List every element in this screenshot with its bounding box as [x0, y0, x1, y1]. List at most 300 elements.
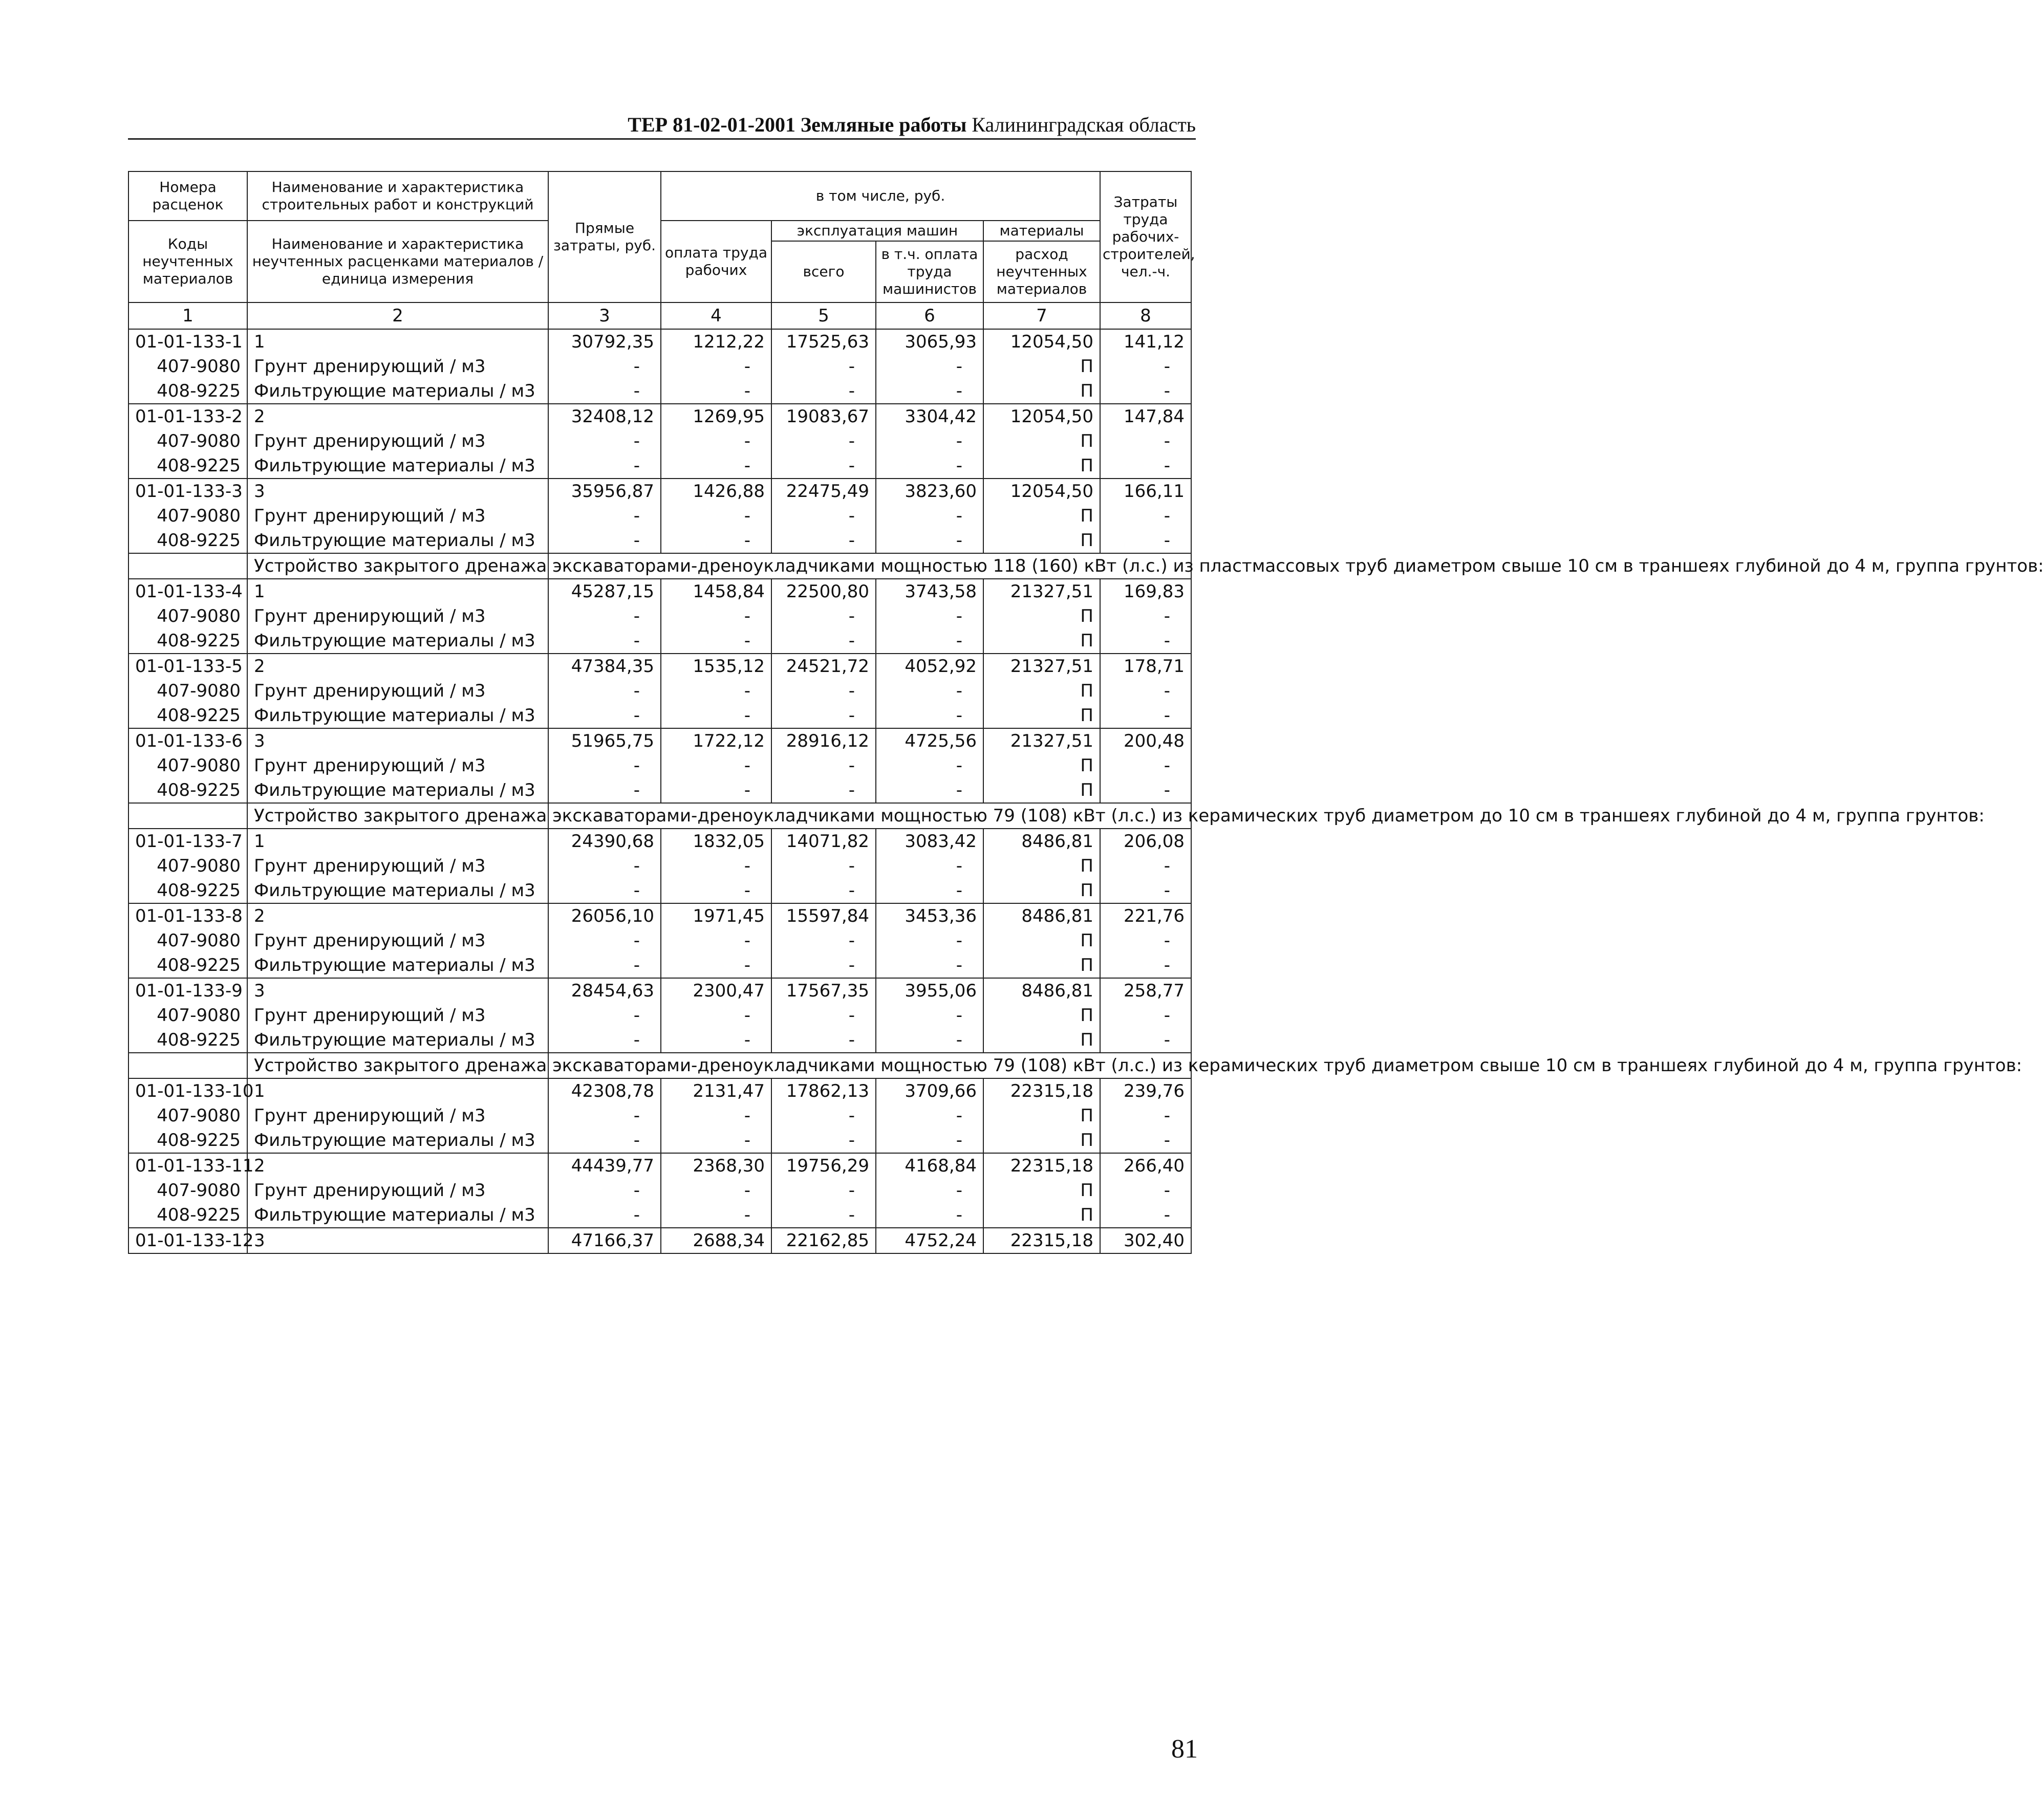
dash-cell: - — [771, 1028, 876, 1053]
labor-hours: 221,76 — [1100, 903, 1191, 928]
work-description: Устройство закрытого дренажа экскаваторами-дреноукладчиками мощностью 79 (108) кВт (л.с.) из керамических труб диаметром до 10 см в траншеях глубиной до 4 м, группа грунтов: — [247, 803, 548, 829]
material-row — [128, 854, 1191, 878]
dash-cell: - — [771, 679, 876, 703]
material-row — [128, 928, 1191, 953]
machinist-pay: 4725,56 — [876, 728, 983, 753]
direct-costs: 47166,37 — [548, 1228, 661, 1253]
material-name: Фильтрующие материалы / м3 — [247, 453, 548, 479]
description-code-cell — [128, 803, 247, 829]
labor-hours: 166,11 — [1100, 479, 1191, 504]
dash-cell: - — [876, 429, 983, 453]
materials-cost: 21327,51 — [983, 654, 1100, 679]
labor-pay: 1458,84 — [661, 579, 771, 604]
material-row — [128, 1028, 1191, 1053]
description-row — [128, 1053, 1191, 1078]
material-consumption: П — [983, 504, 1100, 528]
dash-cell: - — [876, 928, 983, 953]
material-row — [128, 604, 1191, 628]
material-name: Грунт дренирующий / м3 — [247, 1103, 548, 1128]
dash-cell: - — [876, 1103, 983, 1128]
material-name: Грунт дренирующий / м3 — [247, 679, 548, 703]
rate-row — [128, 728, 1191, 753]
dash-cell: - — [661, 1028, 771, 1053]
material-row — [128, 528, 1191, 553]
dash-cell: - — [548, 703, 661, 728]
labor-pay: 1212,22 — [661, 329, 771, 354]
material-row — [128, 1178, 1191, 1203]
header-region: Калининградская область — [972, 113, 1196, 136]
dash-cell: - — [1100, 1203, 1191, 1228]
material-code: 408-9225 — [128, 528, 247, 553]
col-labor-pay: оплата труда рабочих — [661, 221, 771, 302]
materials-cost: 22315,18 — [983, 1228, 1100, 1253]
dash-cell: - — [876, 1128, 983, 1153]
table-body — [128, 329, 2044, 1253]
dash-cell: - — [548, 1128, 661, 1153]
soil-group: 2 — [247, 1153, 548, 1178]
col-number: 2 — [247, 302, 548, 329]
labor-hours: 147,84 — [1100, 404, 1191, 429]
material-name: Грунт дренирующий / м3 — [247, 854, 548, 878]
dash-cell: - — [1100, 453, 1191, 479]
running-header — [128, 112, 1196, 140]
materials-cost: 8486,81 — [983, 903, 1100, 928]
material-code: 407-9080 — [128, 1003, 247, 1028]
labor-hours: 258,77 — [1100, 978, 1191, 1003]
rate-row — [128, 329, 1191, 354]
direct-costs: 26056,10 — [548, 903, 661, 928]
dash-cell: - — [661, 1203, 771, 1228]
material-code: 407-9080 — [128, 928, 247, 953]
col-direct-costs: Прямые затраты, руб. — [548, 171, 661, 302]
dash-cell: - — [771, 1128, 876, 1153]
material-name: Грунт дренирующий / м3 — [247, 753, 548, 778]
material-consumption: П — [983, 354, 1100, 379]
dash-cell: - — [876, 953, 983, 978]
material-consumption: П — [983, 429, 1100, 453]
machinist-pay: 3065,93 — [876, 329, 983, 354]
dash-cell: - — [1100, 703, 1191, 728]
col-labor-costs: Затраты труда рабочих-строителей, чел.-ч. — [1100, 171, 1191, 302]
labor-pay: 2368,30 — [661, 1153, 771, 1178]
table-header — [128, 171, 1195, 329]
machinist-pay: 4752,24 — [876, 1228, 983, 1253]
machines-total: 22500,80 — [771, 579, 876, 604]
dash-cell: - — [548, 528, 661, 553]
dash-cell: - — [661, 953, 771, 978]
dash-cell: - — [548, 1003, 661, 1028]
material-consumption: П — [983, 703, 1100, 728]
dash-cell: - — [1100, 778, 1191, 803]
col-name: Наименование и характеристика строительных работ и конструкций — [247, 171, 548, 221]
dash-cell: - — [548, 679, 661, 703]
soil-group: 1 — [247, 829, 548, 854]
direct-costs: 35956,87 — [548, 479, 661, 504]
labor-hours: 178,71 — [1100, 654, 1191, 679]
dash-cell: - — [661, 753, 771, 778]
dash-cell: - — [548, 1203, 661, 1228]
col-machinist-pay: в т.ч. оплата труда машинистов — [876, 241, 983, 302]
dash-cell: - — [661, 703, 771, 728]
machinist-pay: 3304,42 — [876, 404, 983, 429]
machines-total: 14071,82 — [771, 829, 876, 854]
direct-costs: 45287,15 — [548, 579, 661, 604]
dash-cell: - — [771, 504, 876, 528]
labor-pay: 1722,12 — [661, 728, 771, 753]
dash-cell: - — [661, 1128, 771, 1153]
dash-cell: - — [661, 928, 771, 953]
rate-row — [128, 479, 1191, 504]
dash-cell: - — [1100, 504, 1191, 528]
material-name: Фильтрующие материалы / м3 — [247, 953, 548, 978]
material-row — [128, 1003, 1191, 1028]
dash-cell: - — [1100, 953, 1191, 978]
material-row — [128, 429, 1191, 453]
dash-cell: - — [771, 379, 876, 404]
material-code: 408-9225 — [128, 778, 247, 803]
material-row — [128, 679, 1191, 703]
machines-total: 19083,67 — [771, 404, 876, 429]
dash-cell: - — [771, 429, 876, 453]
dash-cell: - — [1100, 354, 1191, 379]
rate-code: 01-01-133-11 — [128, 1153, 247, 1178]
material-code: 407-9080 — [128, 854, 247, 878]
dash-cell: - — [771, 1178, 876, 1203]
col-materials: материалы — [983, 221, 1100, 241]
rate-row — [128, 654, 1191, 679]
dash-cell: - — [1100, 429, 1191, 453]
rates-table — [128, 171, 2044, 1254]
dash-cell: - — [771, 604, 876, 628]
material-row — [128, 953, 1191, 978]
dash-cell: - — [661, 778, 771, 803]
material-code: 408-9225 — [128, 1028, 247, 1053]
dash-cell: - — [876, 703, 983, 728]
machines-total: 19756,29 — [771, 1153, 876, 1178]
direct-costs: 32408,12 — [548, 404, 661, 429]
dash-cell: - — [771, 354, 876, 379]
machines-total: 24521,72 — [771, 654, 876, 679]
col-number: 6 — [876, 302, 983, 329]
material-row — [128, 753, 1191, 778]
machines-total: 17862,13 — [771, 1078, 876, 1103]
machinist-pay: 4168,84 — [876, 1153, 983, 1178]
material-consumption: П — [983, 778, 1100, 803]
dash-cell: - — [1100, 1128, 1191, 1153]
labor-hours: 206,08 — [1100, 829, 1191, 854]
rate-row — [128, 1153, 1191, 1178]
dash-cell: - — [1100, 1003, 1191, 1028]
material-consumption: П — [983, 1003, 1100, 1028]
labor-pay: 2131,47 — [661, 1078, 771, 1103]
soil-group: 2 — [247, 654, 548, 679]
dash-cell: - — [771, 1203, 876, 1228]
soil-group: 2 — [247, 903, 548, 928]
machines-total: 17525,63 — [771, 329, 876, 354]
material-consumption: П — [983, 1128, 1100, 1153]
soil-group: 3 — [247, 1228, 548, 1253]
material-consumption: П — [983, 628, 1100, 654]
dash-cell: - — [771, 778, 876, 803]
dash-cell: - — [661, 504, 771, 528]
material-name: Фильтрующие материалы / м3 — [247, 1128, 548, 1153]
dash-cell: - — [1100, 753, 1191, 778]
rate-code: 01-01-133-12 — [128, 1228, 247, 1253]
material-consumption: П — [983, 953, 1100, 978]
soil-group: 1 — [247, 579, 548, 604]
machinist-pay: 3743,58 — [876, 579, 983, 604]
material-name: Фильтрующие материалы / м3 — [247, 379, 548, 404]
material-name: Грунт дренирующий / м3 — [247, 1003, 548, 1028]
material-code: 408-9225 — [128, 453, 247, 479]
dash-cell: - — [661, 453, 771, 479]
materials-cost: 12054,50 — [983, 404, 1100, 429]
labor-pay: 1426,88 — [661, 479, 771, 504]
materials-cost: 22315,18 — [983, 1153, 1100, 1178]
labor-pay: 1269,95 — [661, 404, 771, 429]
material-name: Фильтрующие материалы / м3 — [247, 703, 548, 728]
description-row — [128, 553, 1191, 579]
dash-cell: - — [876, 878, 983, 903]
dash-cell: - — [876, 1003, 983, 1028]
rate-row — [128, 579, 1191, 604]
materials-cost: 22315,18 — [983, 1078, 1100, 1103]
soil-group: 3 — [247, 728, 548, 753]
column-numbers-row — [128, 302, 1191, 329]
dash-cell: - — [661, 878, 771, 903]
dash-cell: - — [548, 453, 661, 479]
dash-cell: - — [771, 703, 876, 728]
material-code: 408-9225 — [128, 703, 247, 728]
col-including: в том числе, руб. — [661, 171, 1100, 221]
material-name: Грунт дренирующий / м3 — [247, 354, 548, 379]
materials-cost: 8486,81 — [983, 978, 1100, 1003]
material-consumption: П — [983, 528, 1100, 553]
work-description: Устройство закрытого дренажа экскаваторами-дреноукладчиками мощностью 118 (160) кВт (л.с.) из пластмассовых труб диаметром свыше 10 см в траншеях глубиной до 4 м, группа грунтов: — [247, 553, 548, 579]
machinist-pay: 3709,66 — [876, 1078, 983, 1103]
material-code: 407-9080 — [128, 429, 247, 453]
dash-cell: - — [876, 528, 983, 553]
material-name: Фильтрующие материалы / м3 — [247, 878, 548, 903]
labor-pay: 2688,34 — [661, 1228, 771, 1253]
material-row — [128, 453, 1191, 479]
material-code: 408-9225 — [128, 1203, 247, 1228]
material-consumption: П — [983, 753, 1100, 778]
col-number: 4 — [661, 302, 771, 329]
rate-row — [128, 1078, 1191, 1103]
material-code: 408-9225 — [128, 628, 247, 654]
dash-cell: - — [876, 1178, 983, 1203]
dash-cell: - — [548, 379, 661, 404]
material-consumption: П — [983, 1203, 1100, 1228]
labor-hours: 239,76 — [1100, 1078, 1191, 1103]
materials-cost: 21327,51 — [983, 728, 1100, 753]
soil-group: 1 — [247, 329, 548, 354]
col-number: 7 — [983, 302, 1100, 329]
direct-costs: 30792,35 — [548, 329, 661, 354]
material-consumption: П — [983, 1028, 1100, 1053]
col-rate-codes: Номера расценок — [128, 171, 247, 221]
dash-cell: - — [876, 753, 983, 778]
labor-hours: 200,48 — [1100, 728, 1191, 753]
direct-costs: 44439,77 — [548, 1153, 661, 1178]
material-code: 407-9080 — [128, 753, 247, 778]
material-row — [128, 1128, 1191, 1153]
dash-cell: - — [876, 778, 983, 803]
material-code: 407-9080 — [128, 504, 247, 528]
dash-cell: - — [1100, 528, 1191, 553]
dash-cell: - — [548, 928, 661, 953]
machinist-pay: 4052,92 — [876, 654, 983, 679]
material-code: 408-9225 — [128, 953, 247, 978]
material-name: Грунт дренирующий / м3 — [247, 504, 548, 528]
machinist-pay: 3823,60 — [876, 479, 983, 504]
dash-cell: - — [771, 453, 876, 479]
direct-costs: 51965,75 — [548, 728, 661, 753]
material-row — [128, 1203, 1191, 1228]
material-code: 407-9080 — [128, 604, 247, 628]
material-code: 407-9080 — [128, 1103, 247, 1128]
dash-cell: - — [771, 1103, 876, 1128]
dash-cell: - — [548, 854, 661, 878]
dash-cell: - — [1100, 928, 1191, 953]
machines-total: 22475,49 — [771, 479, 876, 504]
material-consumption: П — [983, 453, 1100, 479]
material-row — [128, 878, 1191, 903]
dash-cell: - — [771, 928, 876, 953]
dash-cell: - — [548, 504, 661, 528]
material-code: 408-9225 — [128, 878, 247, 903]
dash-cell: - — [876, 854, 983, 878]
direct-costs: 47384,35 — [548, 654, 661, 679]
material-consumption: П — [983, 854, 1100, 878]
dash-cell: - — [1100, 1178, 1191, 1203]
rate-code: 01-01-133-5 — [128, 654, 247, 679]
labor-hours: 169,83 — [1100, 579, 1191, 604]
col-machines-total: всего — [771, 241, 876, 302]
rate-row — [128, 404, 1191, 429]
machines-total: 17567,35 — [771, 978, 876, 1003]
material-consumption: П — [983, 379, 1100, 404]
dash-cell: - — [661, 628, 771, 654]
col-material-codes: Коды неучтенных материалов — [128, 221, 247, 302]
dash-cell: - — [661, 1003, 771, 1028]
dash-cell: - — [771, 1003, 876, 1028]
dash-cell: - — [548, 953, 661, 978]
dash-cell: - — [548, 604, 661, 628]
dash-cell: - — [548, 1178, 661, 1203]
material-row — [128, 778, 1191, 803]
dash-cell: - — [1100, 604, 1191, 628]
col-number: 1 — [128, 302, 247, 329]
material-name: Грунт дренирующий / м3 — [247, 429, 548, 453]
material-row — [128, 354, 1191, 379]
dash-cell: - — [771, 953, 876, 978]
labor-pay: 2300,47 — [661, 978, 771, 1003]
dash-cell: - — [548, 778, 661, 803]
col-machines: эксплуатация машин — [771, 221, 983, 241]
material-row — [128, 379, 1191, 404]
dash-cell: - — [548, 628, 661, 654]
materials-cost: 12054,50 — [983, 479, 1100, 504]
material-code: 407-9080 — [128, 1178, 247, 1203]
material-name: Грунт дренирующий / м3 — [247, 604, 548, 628]
labor-pay: 1535,12 — [661, 654, 771, 679]
materials-cost: 21327,51 — [983, 579, 1100, 604]
dash-cell: - — [771, 628, 876, 654]
material-name: Грунт дренирующий / м3 — [247, 1178, 548, 1203]
material-code: 407-9080 — [128, 354, 247, 379]
labor-pay: 1971,45 — [661, 903, 771, 928]
dash-cell: - — [876, 504, 983, 528]
material-row — [128, 1103, 1191, 1128]
material-code: 407-9080 — [128, 679, 247, 703]
dash-cell: - — [1100, 1028, 1191, 1053]
dash-cell: - — [876, 628, 983, 654]
machines-total: 22162,85 — [771, 1228, 876, 1253]
rate-code: 01-01-133-1 — [128, 329, 247, 354]
machinist-pay: 3955,06 — [876, 978, 983, 1003]
rate-code: 01-01-133-2 — [128, 404, 247, 429]
dash-cell: - — [876, 604, 983, 628]
direct-costs: 28454,63 — [548, 978, 661, 1003]
dash-cell: - — [548, 878, 661, 903]
dash-cell: - — [548, 1103, 661, 1128]
material-code: 408-9225 — [128, 379, 247, 404]
dash-cell: - — [771, 854, 876, 878]
rate-row — [128, 978, 1191, 1003]
dash-cell: - — [876, 1203, 983, 1228]
material-row — [128, 504, 1191, 528]
labor-hours: 141,12 — [1100, 329, 1191, 354]
material-name: Фильтрующие материалы / м3 — [247, 1028, 548, 1053]
material-consumption: П — [983, 1103, 1100, 1128]
description-row — [128, 803, 1191, 829]
dash-cell: - — [548, 429, 661, 453]
direct-costs: 24390,68 — [548, 829, 661, 854]
rate-code: 01-01-133-7 — [128, 829, 247, 854]
dash-cell: - — [1100, 878, 1191, 903]
rate-row — [128, 1228, 1191, 1253]
dash-cell: - — [771, 528, 876, 553]
dash-cell: - — [876, 1028, 983, 1053]
machinist-pay: 3453,36 — [876, 903, 983, 928]
direct-costs: 42308,78 — [548, 1078, 661, 1103]
dash-cell: - — [661, 429, 771, 453]
rate-code: 01-01-133-9 — [128, 978, 247, 1003]
materials-cost: 8486,81 — [983, 829, 1100, 854]
labor-hours: 266,40 — [1100, 1153, 1191, 1178]
header-code: ТЕР 81-02-01-2001 Земляные работы — [628, 113, 967, 136]
dash-cell: - — [876, 354, 983, 379]
material-row — [128, 703, 1191, 728]
soil-group: 3 — [247, 479, 548, 504]
col-number: 3 — [548, 302, 661, 329]
dash-cell: - — [661, 1103, 771, 1128]
machines-total: 15597,84 — [771, 903, 876, 928]
material-name: Фильтрующие материалы / м3 — [247, 1203, 548, 1228]
dash-cell: - — [661, 604, 771, 628]
labor-hours: 302,40 — [1100, 1228, 1191, 1253]
material-consumption: П — [983, 928, 1100, 953]
soil-group: 3 — [247, 978, 548, 1003]
soil-group: 1 — [247, 1078, 548, 1103]
rate-code: 01-01-133-6 — [128, 728, 247, 753]
description-code-cell — [128, 1053, 247, 1078]
material-consumption: П — [983, 604, 1100, 628]
dash-cell: - — [876, 679, 983, 703]
rate-code: 01-01-133-8 — [128, 903, 247, 928]
